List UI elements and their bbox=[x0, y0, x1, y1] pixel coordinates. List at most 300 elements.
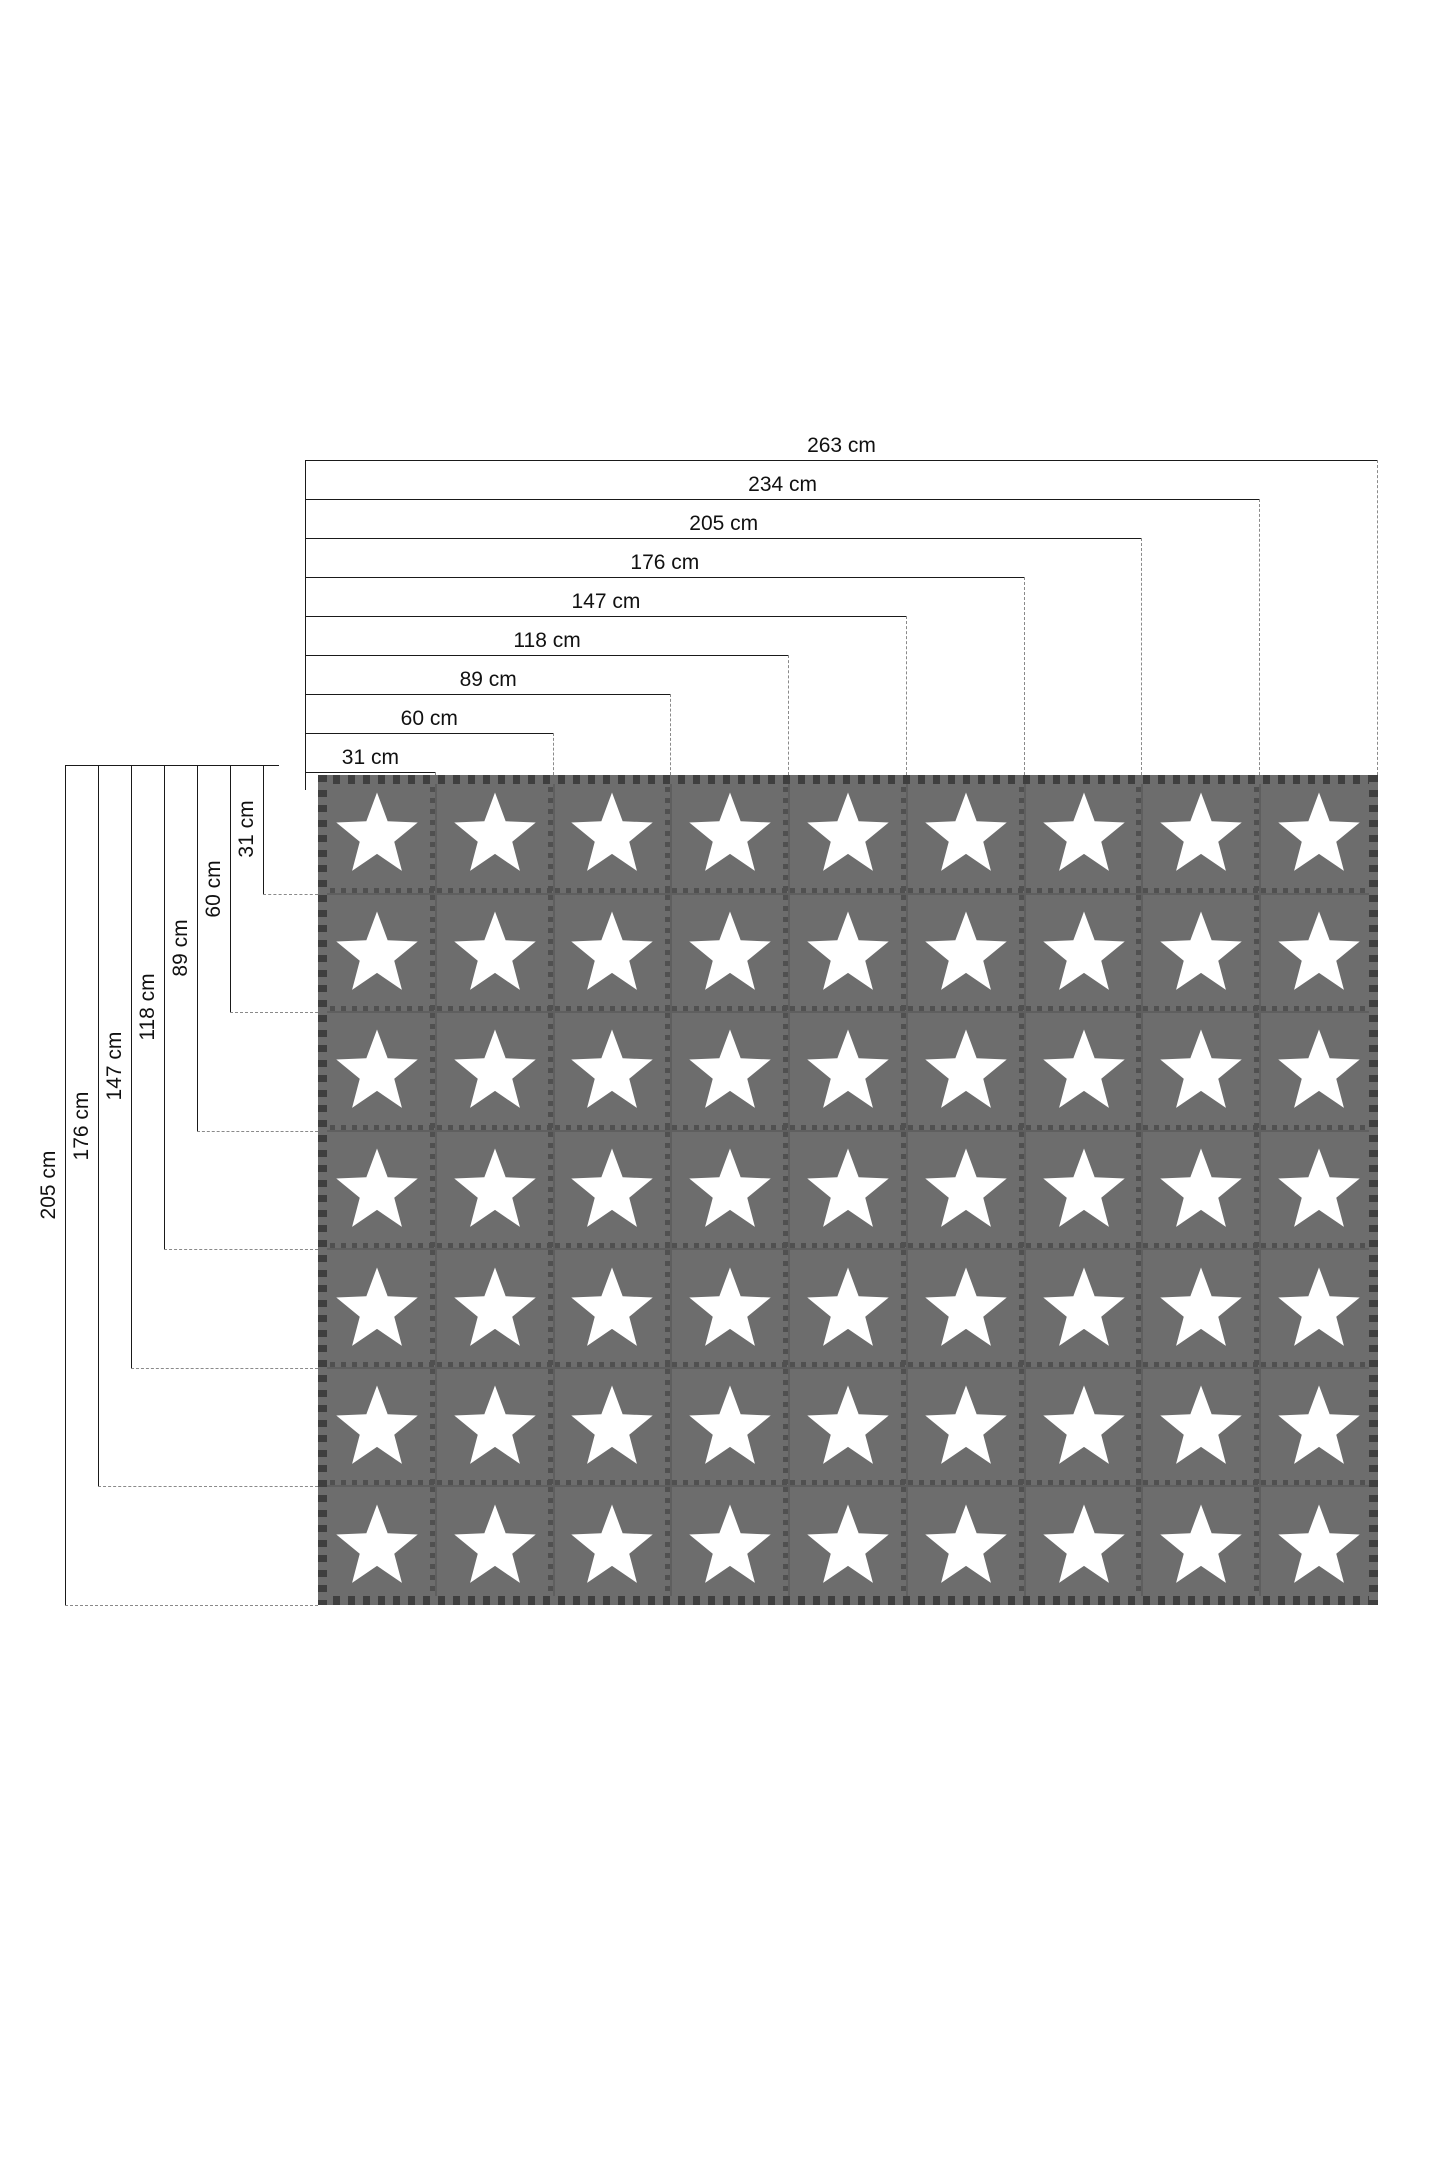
star-icon bbox=[449, 1026, 539, 1117]
star-icon bbox=[1038, 1026, 1128, 1117]
tile-edge-teeth-vertical bbox=[783, 1369, 788, 1486]
tile-edge-teeth-horizontal bbox=[319, 888, 435, 893]
tile-edge-teeth-vertical bbox=[430, 1369, 435, 1486]
mat-tile bbox=[1260, 1131, 1378, 1250]
dimension-extension-line bbox=[65, 1605, 318, 1606]
dimension-extension-line bbox=[131, 1368, 318, 1369]
tile-edge-teeth-horizontal bbox=[790, 1243, 906, 1248]
star-icon bbox=[449, 1382, 539, 1473]
mat-tile bbox=[907, 1249, 1025, 1368]
tile-edge-teeth-horizontal bbox=[319, 1480, 435, 1485]
tile-edge-teeth-vertical bbox=[1136, 1369, 1141, 1486]
tile-edge-teeth-vertical bbox=[665, 776, 670, 893]
mat-tile bbox=[1025, 1012, 1143, 1131]
star-icon bbox=[449, 789, 539, 880]
star-icon bbox=[1156, 1500, 1246, 1591]
star-icon bbox=[685, 907, 775, 998]
dimension-extension-line bbox=[1259, 499, 1260, 775]
tile-edge-teeth-horizontal bbox=[1026, 1362, 1142, 1367]
star-icon bbox=[803, 789, 893, 880]
mat-tile bbox=[1142, 1368, 1260, 1487]
tile-edge-teeth-horizontal bbox=[437, 888, 553, 893]
tile-edge-teeth-horizontal bbox=[1261, 1480, 1377, 1485]
tile-edge-teeth-horizontal bbox=[555, 1125, 671, 1130]
dimension-line-horizontal bbox=[305, 772, 436, 773]
dimension-label-vertical: 176 cm bbox=[70, 1085, 94, 1166]
tile-edge-teeth-vertical bbox=[665, 895, 670, 1012]
tile-edge-teeth-vertical bbox=[665, 1369, 670, 1486]
dimension-line-vertical bbox=[230, 765, 231, 1012]
dimension-extension-line bbox=[197, 1131, 318, 1132]
mat-tile bbox=[554, 775, 672, 894]
mat-tile bbox=[1025, 1131, 1143, 1250]
dimension-label-horizontal: 176 cm bbox=[624, 551, 705, 575]
dimension-line-horizontal bbox=[305, 694, 671, 695]
tile-edge-teeth-horizontal bbox=[908, 888, 1024, 893]
star-icon bbox=[332, 907, 422, 998]
star-icon bbox=[1038, 1145, 1128, 1236]
tile-edge-teeth-horizontal bbox=[1143, 1125, 1259, 1130]
mat-tile bbox=[789, 1131, 907, 1250]
star-icon bbox=[1156, 907, 1246, 998]
tile-edge-teeth-horizontal bbox=[555, 1006, 671, 1011]
tile-edge-teeth-vertical bbox=[783, 776, 788, 893]
star-icon bbox=[332, 1382, 422, 1473]
tile-edge-teeth-horizontal bbox=[1143, 1362, 1259, 1367]
star-icon bbox=[685, 1500, 775, 1591]
dimension-label-horizontal: 234 cm bbox=[742, 473, 823, 497]
tile-edge-teeth-vertical bbox=[1372, 1013, 1377, 1130]
tile-edge-teeth-vertical bbox=[430, 1250, 435, 1367]
dimension-line-vertical bbox=[263, 765, 264, 894]
star-icon bbox=[567, 1145, 657, 1236]
mat-tile bbox=[1142, 1012, 1260, 1131]
star-icon bbox=[1038, 1382, 1128, 1473]
mat-tile bbox=[436, 894, 554, 1013]
mat-tile bbox=[1142, 1131, 1260, 1250]
tile-edge-teeth-vertical bbox=[548, 1369, 553, 1486]
mat-tile bbox=[907, 775, 1025, 894]
mat-tile bbox=[1142, 775, 1260, 894]
star-icon bbox=[567, 1382, 657, 1473]
star-icon bbox=[332, 1263, 422, 1354]
tile-edge-teeth-horizontal bbox=[437, 1125, 553, 1130]
tile-edge-teeth-horizontal bbox=[908, 1599, 1024, 1604]
mat-tile bbox=[436, 1131, 554, 1250]
dimension-label-vertical: 147 cm bbox=[103, 1026, 127, 1107]
tile-edge-teeth-horizontal bbox=[555, 1480, 671, 1485]
tile-edge-teeth-horizontal bbox=[672, 888, 788, 893]
mat-tile bbox=[1025, 1368, 1143, 1487]
star-icon bbox=[449, 1263, 539, 1354]
dimension-extension-line bbox=[98, 1486, 318, 1487]
dimension-line-horizontal bbox=[305, 577, 1025, 578]
tile-edge-teeth-horizontal bbox=[1143, 888, 1259, 893]
tile-edge-teeth-vertical bbox=[430, 1487, 435, 1604]
tile-edge-teeth-vertical bbox=[665, 1250, 670, 1367]
tile-edge-teeth-horizontal bbox=[437, 1362, 553, 1367]
mat-tile bbox=[554, 1131, 672, 1250]
dimension-extension-line bbox=[263, 894, 318, 895]
dimension-line-horizontal bbox=[305, 733, 554, 734]
tile-edge-teeth-horizontal bbox=[672, 1362, 788, 1367]
star-icon bbox=[567, 1263, 657, 1354]
tile-edge-teeth-vertical bbox=[430, 776, 435, 893]
star-icon bbox=[685, 1026, 775, 1117]
tile-edge-teeth-horizontal bbox=[555, 1599, 671, 1604]
dimension-line-horizontal bbox=[305, 616, 907, 617]
star-icon bbox=[921, 1500, 1011, 1591]
mat-tile bbox=[554, 894, 672, 1013]
tile-edge-teeth-vertical bbox=[1136, 1487, 1141, 1604]
tile-edge-teeth-horizontal bbox=[1261, 1006, 1377, 1011]
star-icon bbox=[921, 1382, 1011, 1473]
tile-edge-teeth-horizontal bbox=[437, 1480, 553, 1485]
tile-edge-teeth-horizontal bbox=[437, 1243, 553, 1248]
tile-edge-teeth-vertical bbox=[548, 776, 553, 893]
mat-tile bbox=[1025, 1486, 1143, 1605]
mat-tile bbox=[1260, 775, 1378, 894]
tile-edge-teeth-vertical bbox=[1019, 1013, 1024, 1130]
star-icon bbox=[567, 907, 657, 998]
star-icon bbox=[921, 1026, 1011, 1117]
tile-edge-teeth-horizontal bbox=[555, 1243, 671, 1248]
tile-edge-teeth-horizontal bbox=[672, 1599, 788, 1604]
dimension-tick-top bbox=[263, 765, 279, 766]
dimension-line-horizontal bbox=[305, 499, 1260, 500]
dimension-label-vertical: 89 cm bbox=[169, 913, 193, 982]
dimension-label-vertical: 31 cm bbox=[235, 795, 259, 864]
dimension-line-horizontal bbox=[305, 655, 789, 656]
tile-edge-teeth-vertical bbox=[1136, 1250, 1141, 1367]
tile-edge-teeth-vertical bbox=[1372, 1250, 1377, 1367]
tile-edge-teeth-vertical bbox=[548, 895, 553, 1012]
mat-tile bbox=[436, 1486, 554, 1605]
star-icon bbox=[332, 789, 422, 880]
tile-edge-teeth-horizontal bbox=[1026, 1243, 1142, 1248]
dimension-extension-line bbox=[435, 772, 436, 775]
star-icon bbox=[685, 1382, 775, 1473]
dimension-extension-line bbox=[788, 655, 789, 775]
mat-tile bbox=[1142, 1249, 1260, 1368]
tile-edge-teeth-vertical bbox=[901, 1369, 906, 1486]
tile-edge-teeth-horizontal bbox=[790, 888, 906, 893]
star-icon bbox=[685, 1263, 775, 1354]
tile-edge-teeth-vertical bbox=[548, 1487, 553, 1604]
tile-edge-teeth-vertical bbox=[1019, 1250, 1024, 1367]
star-icon bbox=[1274, 1382, 1364, 1473]
tile-edge-teeth-vertical bbox=[1372, 1369, 1377, 1486]
star-icon bbox=[1274, 789, 1364, 880]
tile-edge-teeth-vertical bbox=[430, 1132, 435, 1249]
star-icon bbox=[803, 1145, 893, 1236]
dimension-line-horizontal bbox=[305, 460, 1378, 461]
star-icon bbox=[449, 1500, 539, 1591]
tile-edge-teeth-vertical bbox=[665, 1487, 670, 1604]
mat-tile bbox=[907, 1012, 1025, 1131]
star-icon bbox=[803, 1382, 893, 1473]
star-icon bbox=[1156, 1382, 1246, 1473]
tile-edge-teeth-horizontal bbox=[555, 1362, 671, 1367]
tile-edge-teeth-vertical bbox=[783, 1250, 788, 1367]
tile-edge-teeth-vertical bbox=[783, 1013, 788, 1130]
mat-tile bbox=[318, 1486, 436, 1605]
tile-edge-teeth-horizontal bbox=[908, 1125, 1024, 1130]
tile-edge-teeth-horizontal bbox=[319, 1599, 435, 1604]
tile-edge-teeth-horizontal bbox=[1026, 888, 1142, 893]
tile-edge-teeth-horizontal bbox=[319, 1006, 435, 1011]
dimension-label-horizontal: 147 cm bbox=[566, 590, 647, 614]
tile-edge-teeth-horizontal bbox=[672, 1006, 788, 1011]
tile-edge-teeth-vertical bbox=[1372, 1487, 1377, 1604]
mat-tile bbox=[907, 1368, 1025, 1487]
star-icon bbox=[803, 1026, 893, 1117]
star-icon bbox=[332, 1145, 422, 1236]
dimension-label-vertical: 118 cm bbox=[136, 967, 160, 1046]
star-icon bbox=[1156, 1263, 1246, 1354]
mat-tile bbox=[789, 1249, 907, 1368]
dimension-tick-left bbox=[305, 772, 306, 790]
mat-tile bbox=[436, 775, 554, 894]
mat-tile bbox=[1025, 1249, 1143, 1368]
tile-edge-teeth-horizontal bbox=[319, 1362, 435, 1367]
tile-edge-teeth-horizontal bbox=[437, 1599, 553, 1604]
dimension-extension-line bbox=[1377, 460, 1378, 775]
tile-edge-teeth-horizontal bbox=[1026, 1125, 1142, 1130]
mat-tile bbox=[671, 1131, 789, 1250]
tile-edge-teeth-vertical bbox=[901, 776, 906, 893]
tile-edge-teeth-vertical bbox=[1254, 1369, 1259, 1486]
mat-tile bbox=[318, 1368, 436, 1487]
dimension-extension-line bbox=[1024, 577, 1025, 775]
star-icon bbox=[332, 1500, 422, 1591]
mat-tile bbox=[671, 1368, 789, 1487]
tile-edge-teeth-vertical bbox=[1136, 1132, 1141, 1249]
mat-tile bbox=[907, 894, 1025, 1013]
tile-edge-teeth-horizontal bbox=[1261, 1599, 1377, 1604]
tile-edge-teeth-vertical bbox=[665, 1013, 670, 1130]
tile-edge-teeth-vertical bbox=[1254, 776, 1259, 893]
star-icon bbox=[921, 1263, 1011, 1354]
tile-edge-teeth-vertical bbox=[1019, 1487, 1024, 1604]
tile-edge-teeth-vertical bbox=[430, 1013, 435, 1130]
star-icon bbox=[449, 1145, 539, 1236]
star-icon bbox=[567, 1026, 657, 1117]
dimension-extension-line bbox=[670, 694, 671, 775]
tile-edge-teeth-vertical bbox=[1254, 1013, 1259, 1130]
mat-tile bbox=[671, 775, 789, 894]
tile-edge-teeth-horizontal bbox=[790, 1125, 906, 1130]
star-icon bbox=[567, 1500, 657, 1591]
tile-edge-teeth-horizontal bbox=[790, 1599, 906, 1604]
tile-edge-teeth-horizontal bbox=[1261, 1362, 1377, 1367]
star-icon bbox=[1038, 1500, 1128, 1591]
tile-edge-teeth-horizontal bbox=[319, 1243, 435, 1248]
star-icon bbox=[803, 907, 893, 998]
tile-edge-teeth-vertical bbox=[901, 1013, 906, 1130]
tile-edge-teeth-vertical bbox=[1254, 1132, 1259, 1249]
mat-tile bbox=[1260, 1012, 1378, 1131]
dimension-label-vertical: 205 cm bbox=[37, 1145, 61, 1226]
mat-tile bbox=[554, 1249, 672, 1368]
tile-edge-teeth-horizontal bbox=[1143, 1480, 1259, 1485]
star-icon bbox=[921, 789, 1011, 880]
tile-edge-teeth-horizontal bbox=[1261, 888, 1377, 893]
star-icon bbox=[1274, 1145, 1364, 1236]
mat-tile bbox=[789, 1012, 907, 1131]
star-icon bbox=[1274, 1026, 1364, 1117]
tile-edge-teeth-horizontal bbox=[672, 1243, 788, 1248]
dimension-label-horizontal: 205 cm bbox=[683, 512, 764, 536]
tile-edge-teeth-horizontal bbox=[1143, 1006, 1259, 1011]
dimension-label-horizontal: 263 cm bbox=[801, 434, 882, 458]
mat-tile bbox=[789, 1368, 907, 1487]
star-icon bbox=[1274, 1500, 1364, 1591]
tile-edge-teeth-horizontal bbox=[908, 1243, 1024, 1248]
mat-tile bbox=[554, 1368, 672, 1487]
star-icon bbox=[332, 1026, 422, 1117]
tile-edge-teeth-vertical bbox=[1372, 1132, 1377, 1249]
mat-tile bbox=[789, 894, 907, 1013]
tile-edge-teeth-horizontal bbox=[1261, 1243, 1377, 1248]
star-icon bbox=[685, 1145, 775, 1236]
mat-tile bbox=[1025, 775, 1143, 894]
tile-edge-teeth-horizontal bbox=[672, 1480, 788, 1485]
tile-edge-teeth-vertical bbox=[901, 1487, 906, 1604]
mat-tile bbox=[1260, 1486, 1378, 1605]
mat-tile bbox=[318, 894, 436, 1013]
star-icon bbox=[685, 789, 775, 880]
tile-edge-teeth-vertical bbox=[1019, 1132, 1024, 1249]
tile-edge-teeth-vertical bbox=[1019, 776, 1024, 893]
tile-edge-teeth-horizontal bbox=[437, 1006, 553, 1011]
dimension-extension-line bbox=[906, 616, 907, 775]
mat-tile bbox=[1142, 894, 1260, 1013]
tile-edge-teeth-horizontal bbox=[1026, 1006, 1142, 1011]
star-icon bbox=[1156, 1145, 1246, 1236]
mat-tile bbox=[318, 775, 436, 894]
tile-edge-teeth-vertical bbox=[1019, 895, 1024, 1012]
tile-edge-teeth-horizontal bbox=[790, 1362, 906, 1367]
play-mat bbox=[318, 775, 1378, 1605]
mat-tile bbox=[907, 1486, 1025, 1605]
dimension-label-vertical: 60 cm bbox=[202, 854, 226, 923]
tile-edge-teeth-horizontal bbox=[908, 1480, 1024, 1485]
tile-edge-teeth-vertical bbox=[783, 1132, 788, 1249]
mat-tile bbox=[671, 1486, 789, 1605]
dimension-label-horizontal: 118 cm bbox=[507, 629, 586, 653]
tile-edge-teeth-vertical bbox=[548, 1013, 553, 1130]
tile-edge-teeth-horizontal bbox=[1261, 1125, 1377, 1130]
tile-edge-teeth-horizontal bbox=[1143, 1243, 1259, 1248]
tile-edge-teeth-horizontal bbox=[672, 1125, 788, 1130]
mat-tile bbox=[436, 1012, 554, 1131]
mat-tile bbox=[1260, 1249, 1378, 1368]
dimension-label-horizontal: 31 cm bbox=[336, 746, 405, 770]
dimension-line-horizontal bbox=[305, 538, 1142, 539]
tile-edge-teeth-horizontal bbox=[319, 1125, 435, 1130]
dimension-line-vertical bbox=[197, 765, 198, 1131]
mat-tile bbox=[1260, 894, 1378, 1013]
mat-tile bbox=[1260, 1368, 1378, 1487]
star-icon bbox=[1038, 1263, 1128, 1354]
tile-edge-teeth-horizontal bbox=[908, 1362, 1024, 1367]
tile-edge-teeth-vertical bbox=[901, 1132, 906, 1249]
mat-tile bbox=[671, 1249, 789, 1368]
tile-edge-teeth-vertical bbox=[1372, 895, 1377, 1012]
dimension-line-vertical bbox=[164, 765, 165, 1249]
mat-tile bbox=[671, 894, 789, 1013]
star-icon bbox=[1274, 1263, 1364, 1354]
star-icon bbox=[1156, 789, 1246, 880]
mat-tile bbox=[789, 775, 907, 894]
star-icon bbox=[921, 1145, 1011, 1236]
tile-edge-teeth-vertical bbox=[1136, 1013, 1141, 1130]
tile-edge-teeth-vertical bbox=[548, 1132, 553, 1249]
mat-tile bbox=[436, 1368, 554, 1487]
star-icon bbox=[803, 1263, 893, 1354]
tile-edge-teeth-vertical bbox=[665, 1132, 670, 1249]
mat-tile bbox=[436, 1249, 554, 1368]
dimension-extension-line bbox=[164, 1249, 318, 1250]
tile-edge-teeth-horizontal bbox=[790, 1006, 906, 1011]
tile-edge-teeth-vertical bbox=[1254, 895, 1259, 1012]
star-icon bbox=[1038, 789, 1128, 880]
mat-tile bbox=[554, 1012, 672, 1131]
tile-edge-teeth-vertical bbox=[783, 895, 788, 1012]
dimension-line-vertical bbox=[65, 765, 66, 1605]
tile-edge-teeth-vertical bbox=[901, 1250, 906, 1367]
tile-edge-teeth-vertical bbox=[548, 1250, 553, 1367]
tile-edge-teeth-vertical bbox=[1136, 895, 1141, 1012]
tile-edge-teeth-vertical bbox=[1019, 1369, 1024, 1486]
dimension-label-horizontal: 89 cm bbox=[454, 668, 523, 692]
tile-edge-teeth-vertical bbox=[1254, 1250, 1259, 1367]
tile-edge-teeth-horizontal bbox=[790, 1480, 906, 1485]
tile-edge-teeth-vertical bbox=[783, 1487, 788, 1604]
dimension-extension-line bbox=[1141, 538, 1142, 775]
tile-edge-teeth-vertical bbox=[1254, 1487, 1259, 1604]
star-icon bbox=[1038, 907, 1128, 998]
star-icon bbox=[921, 907, 1011, 998]
mat-tile bbox=[671, 1012, 789, 1131]
dimension-line-vertical bbox=[131, 765, 132, 1368]
star-icon bbox=[803, 1500, 893, 1591]
tile-edge-teeth-vertical bbox=[430, 895, 435, 1012]
mat-tile bbox=[318, 1249, 436, 1368]
mat-tile bbox=[1025, 894, 1143, 1013]
mat-tile bbox=[318, 1131, 436, 1250]
star-icon bbox=[449, 907, 539, 998]
star-icon bbox=[1274, 907, 1364, 998]
mat-tile bbox=[554, 1486, 672, 1605]
tile-edge-teeth-horizontal bbox=[1026, 1480, 1142, 1485]
mat-tile bbox=[907, 1131, 1025, 1250]
tile-edge-teeth-vertical bbox=[901, 895, 906, 1012]
dimension-extension-line bbox=[553, 733, 554, 775]
tile-edge-teeth-horizontal bbox=[908, 1006, 1024, 1011]
dimension-extension-line bbox=[230, 1012, 318, 1013]
star-icon bbox=[1156, 1026, 1246, 1117]
tile-edge-teeth-horizontal bbox=[1026, 1599, 1142, 1604]
tile-edge-teeth-vertical bbox=[1136, 776, 1141, 893]
tile-edge-teeth-horizontal bbox=[555, 888, 671, 893]
dimension-line-vertical bbox=[98, 765, 99, 1486]
mat-tile bbox=[318, 1012, 436, 1131]
tile-edge-teeth-horizontal bbox=[1143, 1599, 1259, 1604]
star-icon bbox=[567, 789, 657, 880]
mat-tile bbox=[1142, 1486, 1260, 1605]
